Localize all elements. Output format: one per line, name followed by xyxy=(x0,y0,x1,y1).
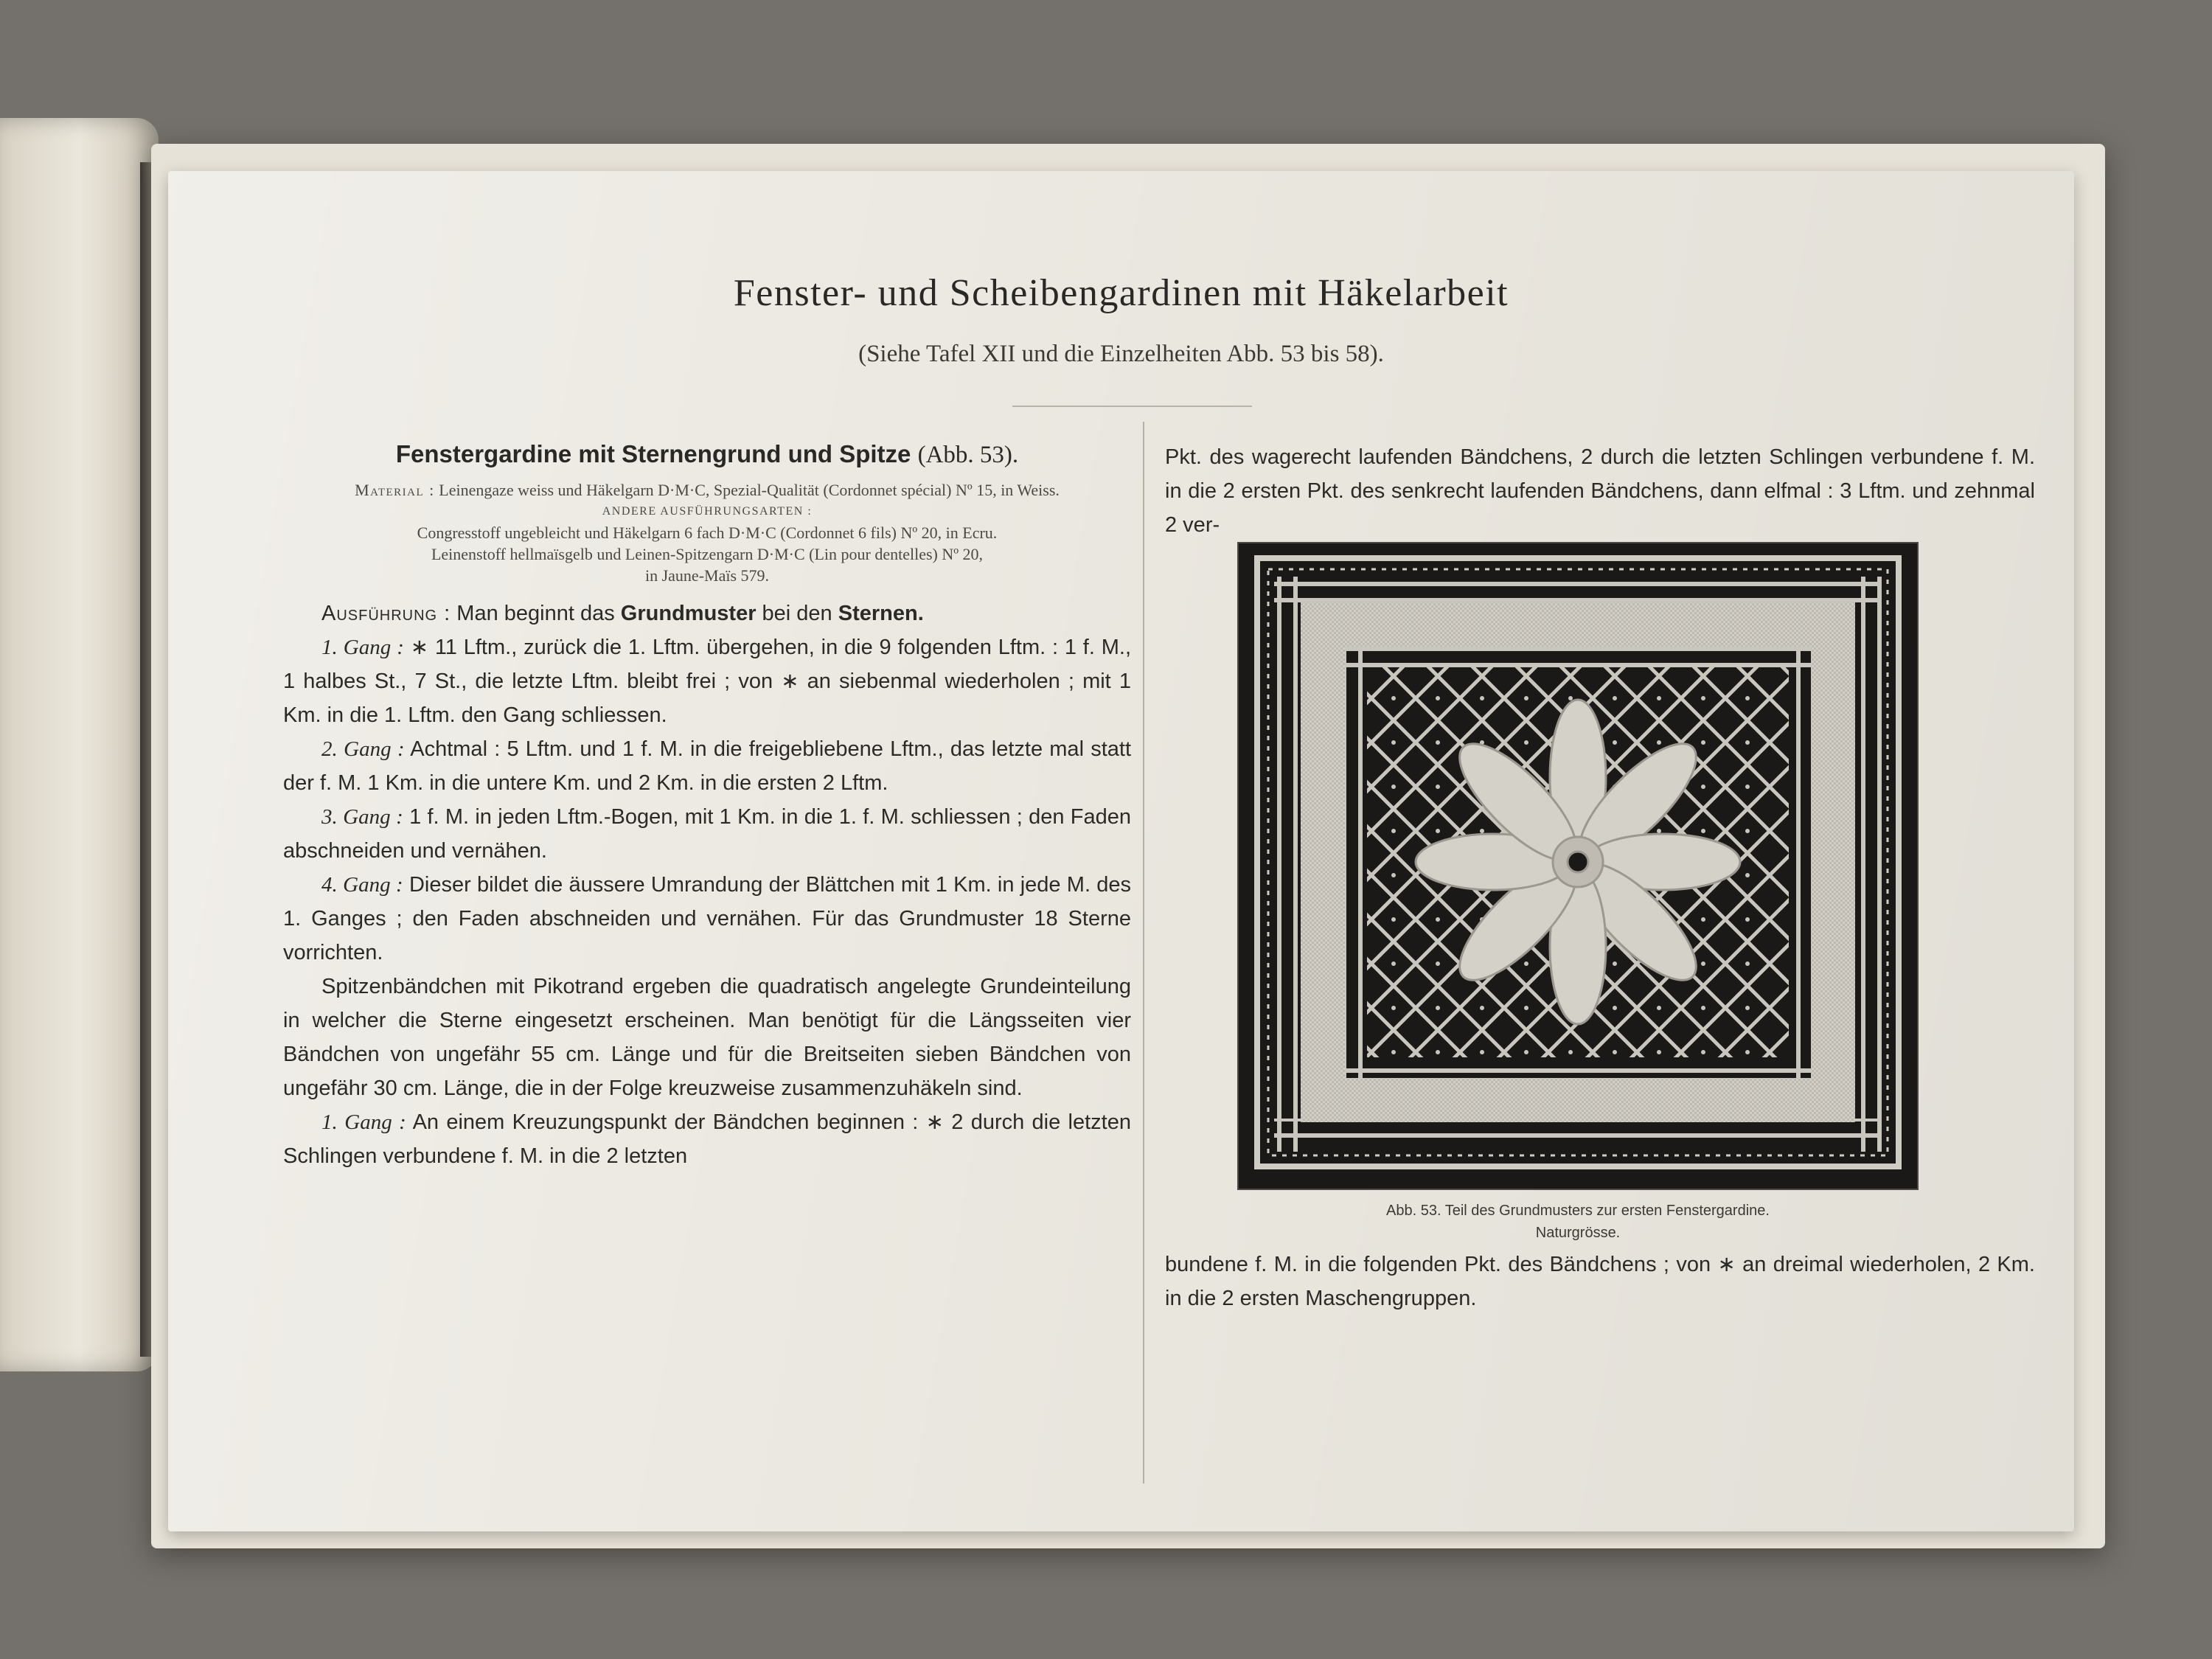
column-divider xyxy=(1143,422,1144,1484)
section-heading-text: Fenstergardine mit Sternengrund und Spitze xyxy=(395,440,911,467)
figure-caption xyxy=(1209,1200,1947,1244)
previous-page-edge xyxy=(0,118,159,1371)
paragraph-spitzenbaendchen: Spitzenbändchen mit Pikotrand ergeben die quadratisch angelegte Grundeinteilung in welcher die Sterne eingesetzt erscheinen. Man benötigt für die Längsseiten vier Bändchen von ungefähr 55 cm. Länge und für die Breitseiten sieben Bändchen von ungefähr 30 cm. Länge, die in der Folge kreuzweise zusammenzuhäkeln sind. xyxy=(283,975,1131,1100)
other-variant-line-3: in Jaune-Maïs 579. xyxy=(644,566,770,585)
gang-4-text: Dieser bildet die äussere Umrandung der Blättchen mit 1 Km. in jede M. des 1. Ganges ; den Faden abschneiden und vernähen. Für das Grundmuster 18 Sterne vorrichten. xyxy=(283,873,1131,964)
paragraph-gang-3 xyxy=(283,800,1131,868)
paragraph-gang-1b xyxy=(283,1105,1131,1173)
section-heading-ref: (Abb. 53). xyxy=(917,442,1019,468)
gang-1b-label: 1. Gang : xyxy=(321,1110,406,1134)
gang-3-text: 1 f. M. in jeden Lftm.-Bogen, mit 1 Km. in die 1. f. M. schliessen ; den Faden abschneiden und vernähen. xyxy=(283,805,1131,863)
material-label: Material : xyxy=(355,481,435,499)
paragraph-continued: Pkt. des wagerecht laufenden Bändchens, 2 durch die letzten Schlingen verbundene f. M. in die 2 ersten Pkt. des senkrecht laufenden Bändchens, dann elfmal : 3 Lftm. und zehnmal 2 ver- xyxy=(1165,445,2035,537)
gang-1-text: ∗ 11 Lftm., zurück die 1. Lftm. übergehen, in die 9 folgenden Lftm. : 1 f. M., 1 halbes St., 7 St., die letzte Lftm. bleibt frei ; von ∗ an siebenmal wiederholen ; mit 1 Km. in die 1. Lftm. den Gang schliessen. xyxy=(283,636,1132,727)
gang-2-text: Achtmal : 5 Lftm. und 1 f. M. in die freigebliebene Lftm., das letzte mal statt der f. M. 1 Km. in die untere Km. und 2 Km. in die ersten 2 Lftm. xyxy=(283,737,1132,795)
right-column-top-text xyxy=(1165,440,2035,542)
other-variant-line-2: Leinenstoff hellmaïsgelb und Leinen-Spitzengarn D·M·C (Lin pour dentelles) Nº 20, xyxy=(431,545,984,563)
caption-line-2: Naturgrösse. xyxy=(1535,1225,1621,1241)
gang-1-label: 1. Gang : xyxy=(321,636,404,659)
paragraph-gang-1 xyxy=(283,630,1131,732)
paragraph-gang-4 xyxy=(283,868,1131,970)
ausfuehrung-label: Ausführung : xyxy=(321,602,451,625)
page-title: Fenster- und Scheibengardinen mit Häkelarbeit xyxy=(733,272,1509,314)
section-heading xyxy=(283,440,1131,469)
other-variant-line-1: Congresstoff ungebleicht und Häkelgarn 6 fach D·M·C (Cordonnet 6 fils) Nº 20, in Ecru. xyxy=(417,524,998,542)
gang-4-label: 4. Gang : xyxy=(321,873,403,897)
material-text: Leinengaze weiss und Häkelgarn D·M·C, Spezial-Qualität (Cordonnet spécial) Nº 15, in Weiss. xyxy=(439,481,1060,499)
caption-line-1: Abb. 53. Teil des Grundmusters zur ersten Fenstergardine. xyxy=(1386,1203,1770,1219)
title-divider xyxy=(1012,406,1252,407)
paragraph-ausfuehrung xyxy=(283,597,1131,630)
paragraph-gang-2 xyxy=(283,732,1131,800)
right-column-top xyxy=(1165,440,2035,542)
ausfuehrung-text-2: bei den xyxy=(762,602,832,625)
gang-2-label: 2. Gang : xyxy=(321,737,405,761)
paragraph-final: bundene f. M. in die folgenden Pkt. des Bändchens ; von ∗ an dreimal wiederholen, 2 Km. in die 2 ersten Maschengruppen. xyxy=(1165,1253,2035,1310)
crochet-lace-photo xyxy=(1239,543,1917,1189)
ausfuehrung-bold-1: Grundmuster xyxy=(620,602,757,625)
gang-1b-text: An einem Kreuzungspunkt der Bändchen beginnen : ∗ 2 durch die letzten Schlingen verbundene f. M. in die 2 letzten xyxy=(283,1110,1131,1168)
material-block xyxy=(283,479,1131,586)
ausfuehrung-text-1: Man beginnt das xyxy=(456,602,615,625)
gang-3-label: 3. Gang : xyxy=(321,805,403,829)
book-page xyxy=(168,171,2074,1531)
other-variants-label: ANDERE AUSFÜHRUNGSARTEN : xyxy=(602,505,813,518)
right-column-bottom-text xyxy=(1165,1248,2035,1315)
material-line xyxy=(283,479,1131,501)
page-subtitle: (Siehe Tafel XII und die Einzelheiten Abb. 53 bis 58). xyxy=(858,341,1384,367)
ausfuehrung-bold-2: Sternen. xyxy=(838,602,924,625)
right-column-bottom xyxy=(1165,1248,2035,1315)
instructions-text xyxy=(283,597,1131,1173)
figure-abb-53 xyxy=(1239,543,1917,1189)
left-column xyxy=(283,440,1131,1173)
